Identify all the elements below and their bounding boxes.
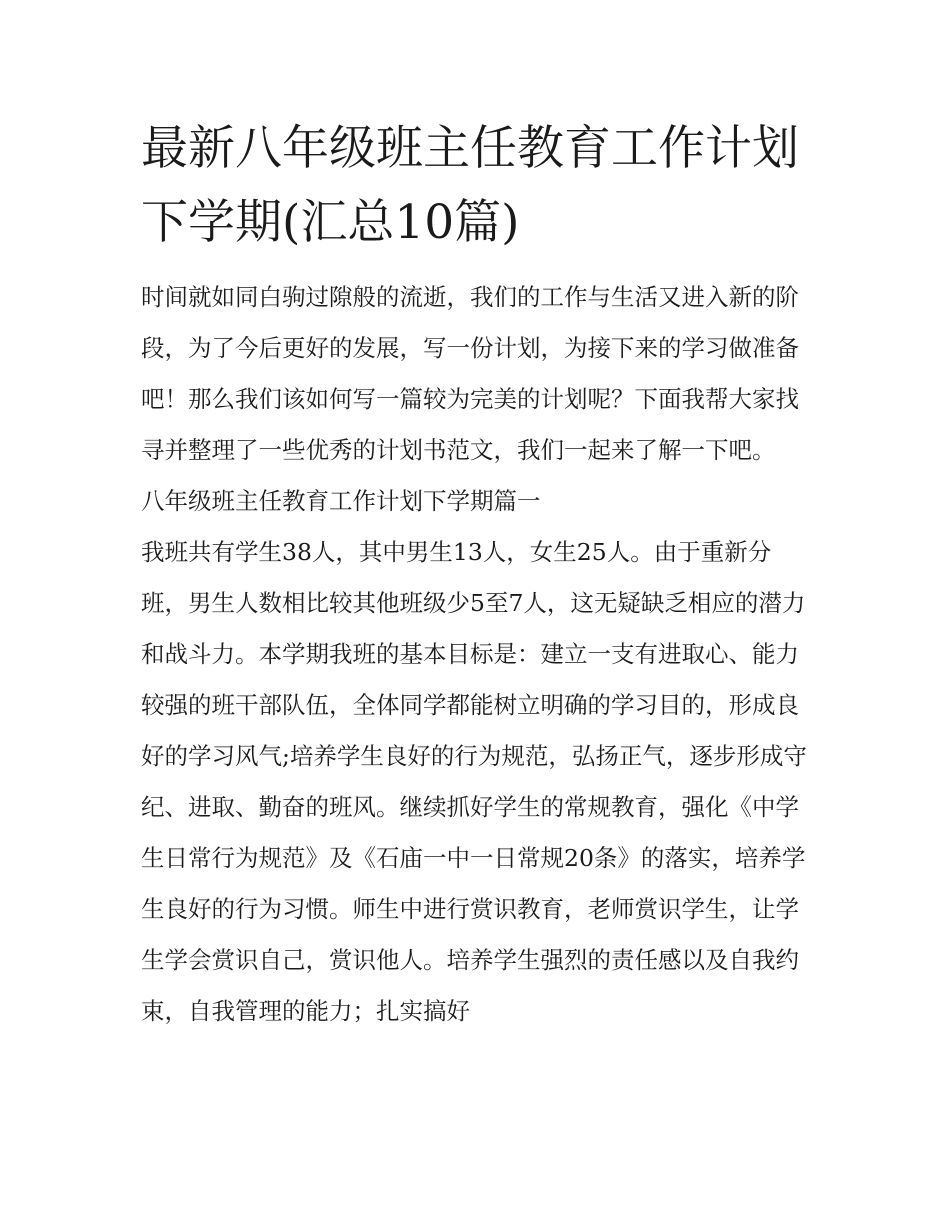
section-body-paragraph: 我班共有学生38人，其中男生13人，女生25人。由于重新分班，男生人数相比较其他班级少5至7人，这无疑缺乏相应的潜力和战斗力。本学期我班的基本目标是：建立一支有进取心、能力较强的班干部队伍，全体同学都能树立明确的学习目的，形成良好的学习风气;培养学生良好的行为规范，弘扬正气，逐步形成守纪、进取、勤奋的班风。继续抓好学生的常规教育，强化《中学生日常行为规范》及《石庙一中一日常规20条》的落实，培养学生良好的行为习惯。师生中进行赏识教育，老师赏识学生，让学生学会赏识自己，赏识他人。培养学生强烈的责任感以及自我约束，自我管理的能力；扎实搞好 [141,538,807,1025]
document-title: 最新八年级班主任教育工作计划下学期(汇总10篇) [141,121,799,250]
intro-paragraph: 时间就如同白驹过隙般的流逝，我们的工作与生活又进入新的阶段，为了今后更好的发展，写一份计划，为接下来的学习做准备吧！那么我们该如何写一篇较为完美的计划呢？下面我帮大家找寻并整理了一些优秀的计划书范文，我们一起来了解一下吧。 [141,283,799,464]
document-content [141,112,813,1037]
section-heading: 八年级班主任教育工作计划下学期篇一 [141,487,541,515]
